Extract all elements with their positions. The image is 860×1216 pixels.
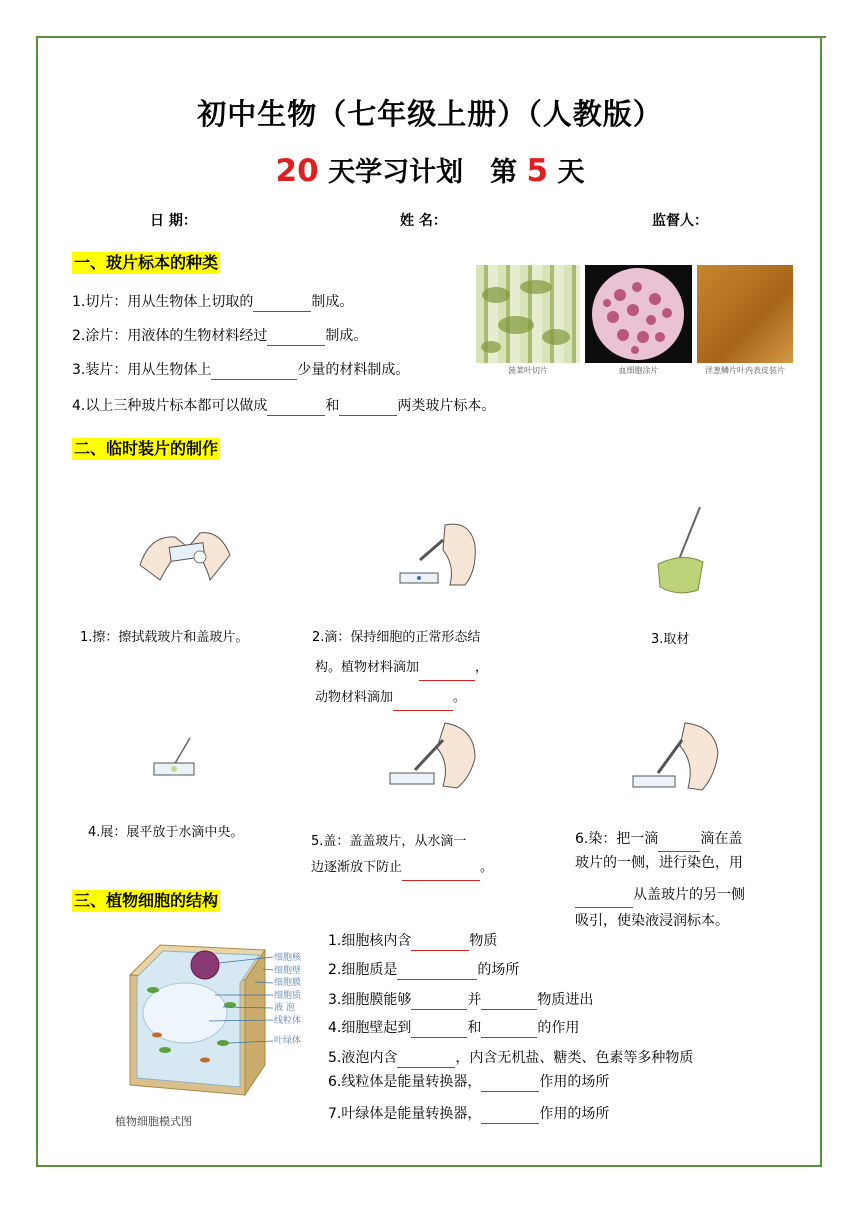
s3-item-4-post: 的作用 [537, 1020, 580, 1036]
onion-epidermis-photo [697, 265, 793, 363]
fill-blank[interactable] [575, 891, 633, 908]
fill-blank[interactable] [397, 963, 477, 980]
s3-item-4 [328, 1018, 579, 1038]
fill-blank[interactable] [411, 1021, 467, 1038]
step6-line2: 玻片的一侧，进行染色，用 [575, 855, 743, 871]
step2-line3-post: 。 [453, 690, 467, 705]
step4-text: 4.展：展平放于水滴中央。 [88, 825, 244, 840]
s3-item-3-post: 物质进出 [537, 992, 594, 1008]
s3-item-1 [328, 931, 497, 951]
step6-line1 [575, 826, 742, 852]
take-material-illustration [648, 502, 718, 597]
date-label: 日 期： [150, 213, 197, 229]
step5-line2 [311, 855, 493, 881]
step6-line1-pre: 6.染：把一滴 [575, 831, 659, 847]
page-title: 初中生物（七年级上册）（人教版） [197, 97, 663, 131]
s1-item-1-post: 制成。 [311, 294, 354, 310]
s1-item-3-pre: 3.装片：用从生物体上 [72, 362, 212, 378]
s3-item-5 [328, 1048, 693, 1068]
step3-text: 3.取材 [651, 632, 690, 647]
spread-illustration [150, 735, 200, 783]
fill-blank[interactable] [411, 993, 467, 1010]
step2-line3-pre: 动物材料滴加 [315, 690, 394, 705]
s3-item-2 [328, 960, 519, 980]
s1-item-3-post: 少量的材料制成。 [297, 362, 410, 378]
stain-illustration [630, 718, 725, 796]
fill-blank[interactable] [481, 1075, 539, 1092]
s3-item-2-post: 的场所 [477, 962, 520, 978]
step2-line2-pre: 构。植物材料滴加 [315, 660, 420, 675]
plan-mid: 天学习计划 第 [318, 157, 527, 188]
plant-cell-diagram [105, 935, 280, 1110]
step5-line2-post: 。 [480, 860, 494, 875]
step6-line4: 吸引，使染液浸润标本。 [575, 913, 729, 929]
diagram-labels [274, 952, 301, 1048]
plan-day-number: 5 [526, 153, 549, 189]
fill-blank[interactable] [402, 864, 480, 881]
photo-caption-1: 菠菜叶切片 [508, 366, 548, 375]
cover-slip-illustration [385, 718, 485, 793]
step1-text: 1.擦：擦拭载玻片和盖玻片。 [80, 630, 249, 645]
step6-line3-post: 从盖玻片的另一侧 [633, 887, 745, 903]
fill-blank[interactable] [253, 295, 311, 312]
page-border-tick [822, 36, 826, 38]
s1-item-1-pre: 1.切片：用从生物体上切取的 [72, 294, 254, 310]
step2-line1: 2.滴：保持细胞的正常形态结 [312, 630, 481, 645]
s1-item-1 [72, 292, 353, 312]
label-cytoplasm: 细胞质 [274, 990, 302, 1001]
label-vacuole: 液 泡 [274, 1003, 295, 1013]
s1-item-2 [72, 326, 367, 346]
label-nucleus: 细胞核 [274, 953, 302, 963]
section1-heading: 一、玻片标本的种类 [74, 253, 219, 272]
s3-item-3 [328, 990, 593, 1010]
s1-item-2-pre: 2.涂片：用液体的生物材料经过 [72, 328, 268, 344]
s3-item-6 [328, 1072, 609, 1092]
fill-blank[interactable] [339, 399, 397, 416]
s3-item-5-pre: 5.液泡内含 [328, 1050, 398, 1066]
fill-blank[interactable] [267, 329, 325, 346]
s3-item-3-mid: 并 [467, 992, 482, 1008]
s3-item-5-post: ，内含无机盐、糖类、色素等多种物质 [455, 1050, 694, 1066]
label-chloroplast: 叶绿体 [274, 1036, 302, 1046]
label-mitochondria: 线粒体 [274, 1015, 302, 1026]
s3-item-6-pre: 6.线粒体是能量转换器， [328, 1074, 482, 1090]
step6-line1-post: 滴在盖 [700, 831, 743, 847]
s3-item-7-pre: 7.叶绿体是能量转换器， [328, 1106, 482, 1122]
wipe-slide-illustration [130, 515, 240, 595]
s1-item-2-post: 制成。 [325, 328, 368, 344]
fill-blank[interactable] [393, 694, 453, 711]
s3-item-7 [328, 1104, 609, 1124]
s3-item-4-mid: 和 [467, 1020, 482, 1036]
s1-item-4-mid: 和 [325, 398, 340, 414]
step5-line2-pre: 边逐渐放下防止 [311, 860, 403, 875]
plan-end: 天 [548, 157, 585, 188]
drop-water-illustration [395, 515, 485, 595]
fill-blank[interactable] [481, 1107, 539, 1124]
s3-item-4-pre: 4.细胞壁起到 [328, 1020, 412, 1036]
step2-line2 [315, 655, 488, 681]
s3-item-1-post: 物质 [469, 933, 498, 949]
section3-heading: 三、植物细胞的结构 [74, 891, 219, 910]
label-cell-membrane: 细胞膜 [274, 978, 302, 988]
section2-heading: 二、临时装片的制作 [74, 439, 219, 458]
fill-blank[interactable] [211, 363, 297, 380]
photo-caption-3: 洋葱鳞片叶内表皮装片 [705, 366, 785, 375]
fill-blank[interactable] [481, 993, 537, 1010]
s1-item-4 [72, 396, 495, 416]
plan-title [0, 150, 860, 189]
fill-blank[interactable] [411, 934, 469, 951]
blood-smear-photo [585, 265, 692, 363]
s3-item-2-pre: 2.细胞质是 [328, 962, 398, 978]
step5-line1: 5.盖：盖盖玻片，从水滴一 [311, 834, 467, 849]
diagram-caption: 植物细胞模式图 [115, 1115, 192, 1128]
s3-item-1-pre: 1.细胞核内含 [328, 933, 412, 949]
label-cell-wall: 细胞壁 [274, 965, 302, 976]
photo-caption-2: 血细胞涂片 [618, 366, 659, 375]
fill-blank[interactable] [481, 1021, 537, 1038]
step2-line2-post: ， [475, 660, 489, 675]
s3-item-3-pre: 3.细胞膜能够 [328, 992, 412, 1008]
s3-item-6-post: 作用的场所 [539, 1074, 610, 1090]
plan-days: 20 [275, 153, 319, 189]
step6-line3 [575, 882, 745, 908]
spinach-leaf-section-photo [476, 265, 580, 363]
fill-blank[interactable] [397, 1051, 455, 1068]
fill-blank[interactable] [267, 399, 325, 416]
supervisor-label: 监督人： [652, 213, 708, 229]
s1-item-4-pre: 4.以上三种玻片标本都可以做成 [72, 398, 268, 414]
fill-blank[interactable] [419, 664, 475, 681]
step2-line3 [315, 685, 466, 711]
name-label: 姓 名： [400, 213, 447, 229]
s1-item-4-post: 两类玻片标本。 [397, 398, 496, 414]
s3-item-7-post: 作用的场所 [539, 1106, 610, 1122]
s1-item-3 [72, 360, 409, 380]
